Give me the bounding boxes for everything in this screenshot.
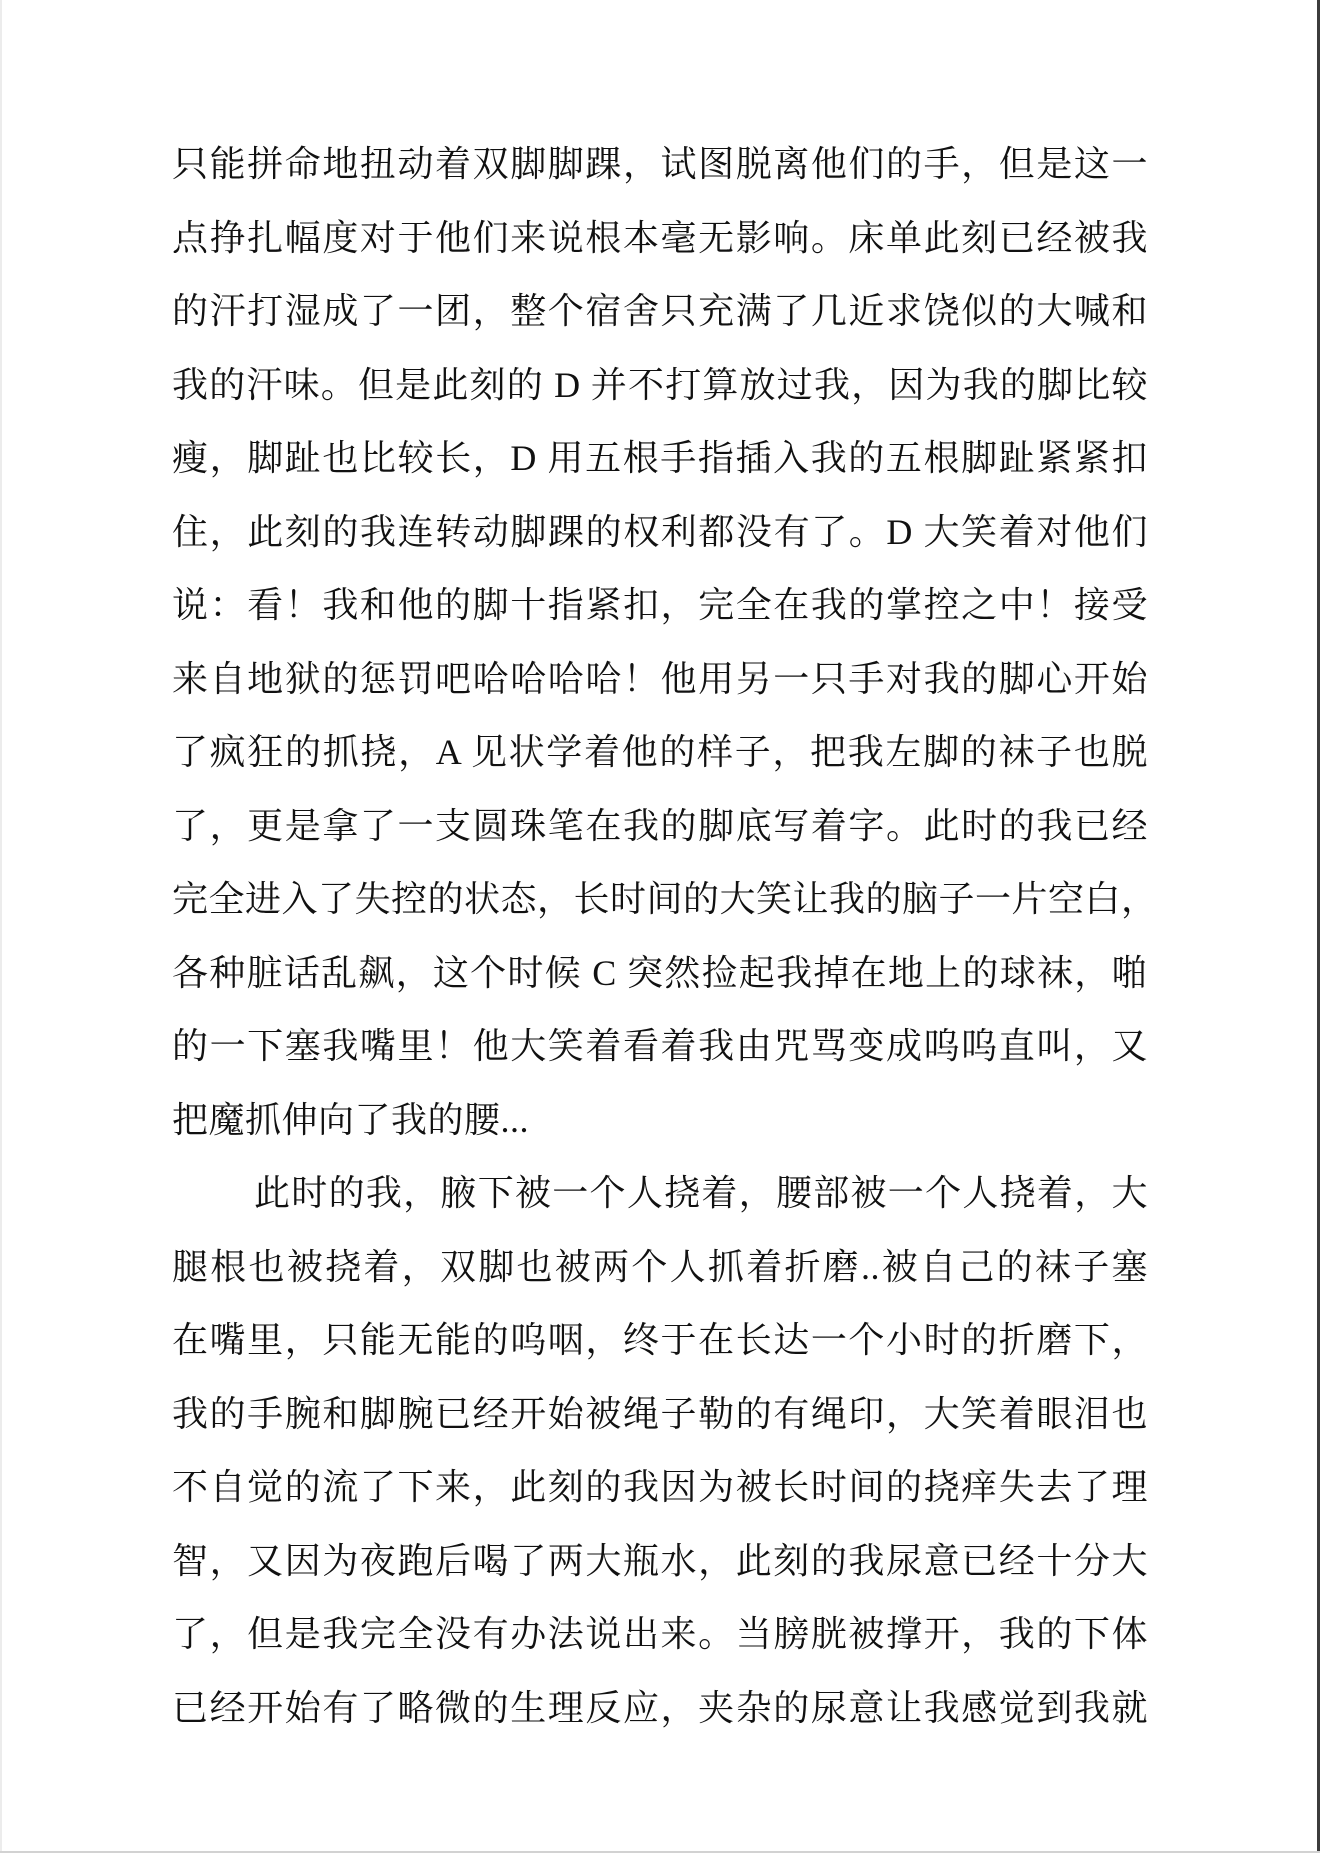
text-line: 的一下塞我嘴里！他大笑着看着我由咒骂变成呜呜直叫，又 xyxy=(172,1026,1148,1066)
text-line: 此时的我，腋下被一个人挠着，腰部被一个人挠着，大 xyxy=(254,1173,1148,1213)
text-line: 已经开始有了略微的生理反应，夹杂的尿意让我感觉到我就 xyxy=(172,1687,1148,1728)
text-line: 我的手腕和脚腕已经开始被绳子勒的有绳印，大笑着眼泪也 xyxy=(172,1393,1148,1434)
text-line: 的汗打湿成了一团，整个宿舍只充满了几近求饶似的大喊和 xyxy=(172,291,1148,331)
text-line: 只能拼命地扭动着双脚脚踝，试图脱离他们的手，但是这一 xyxy=(172,144,1148,184)
document-body xyxy=(172,128,1158,1745)
text-line: 把魔抓伸向了我的腰... xyxy=(172,1099,530,1140)
text-line: 了，更是拿了一支圆珠笔在我的脚底写着字。此时的我已经 xyxy=(172,805,1148,846)
paragraph xyxy=(172,128,1158,1157)
text-line: 了疯狂的抓挠，A 见状学着他的样子，把我左脚的袜子也脱 xyxy=(172,732,1148,772)
text-line: 我的汗味。但是此刻的 D 并不打算放过我，因为我的脚比较 xyxy=(172,364,1148,405)
text-line: 不自觉的流了下来，此刻的我因为被长时间的挠痒失去了理 xyxy=(172,1467,1148,1507)
page-left-edge xyxy=(0,0,2,1853)
text-line: 在嘴里，只能无能的呜咽，终于在长达一个小时的折磨下， xyxy=(172,1320,1148,1360)
text-line: 点挣扎幅度对于他们来说根本毫无影响。床单此刻已经被我 xyxy=(172,217,1148,258)
text-line: 了，但是我完全没有办法说出来。当膀胱被撑开，我的下体 xyxy=(172,1614,1148,1654)
text-line: 住，此刻的我连转动脚踝的权利都没有了。D 大笑着对他们 xyxy=(172,511,1148,552)
text-line: 说：看！我和他的脚十指紧扣，完全在我的掌控之中！接受 xyxy=(172,585,1148,625)
text-line: 瘦，脚趾也比较长，D 用五根手指插入我的五根脚趾紧紧扣 xyxy=(172,438,1148,478)
text-line: 智，又因为夜跑后喝了两大瓶水，此刻的我尿意已经十分大 xyxy=(172,1540,1148,1581)
text-line: 各种脏话乱飙，这个时候 C 突然捡起我掉在地上的球袜，啪 xyxy=(172,952,1148,993)
text-line: 来自地狱的惩罚吧哈哈哈哈！他用另一只手对我的脚心开始 xyxy=(172,658,1148,699)
paragraph xyxy=(172,1157,1148,1745)
text-line: 完全进入了失控的状态，长时间的大笑让我的脑子一片空白， xyxy=(172,879,1158,919)
text-line: 腿根也被挠着，双脚也被两个人抓着折磨..被自己的袜子塞 xyxy=(172,1246,1148,1287)
